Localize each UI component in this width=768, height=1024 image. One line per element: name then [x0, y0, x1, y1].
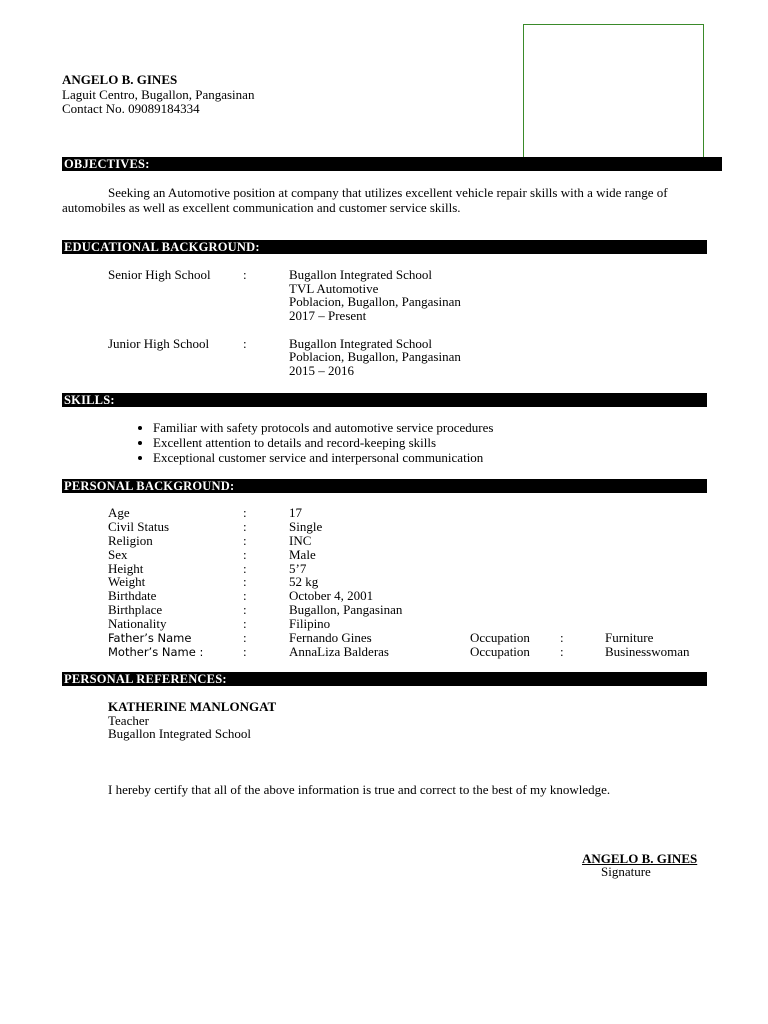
photo-box: [523, 24, 704, 169]
personal-label: Height: [108, 561, 144, 576]
personal-value: 52 kg: [289, 574, 319, 589]
personal-value: INC: [289, 533, 312, 548]
applicant-contact: Contact No. 09089184334: [62, 101, 200, 116]
personal-value: Single: [289, 519, 323, 534]
skill-item: • Excellent attention to details and record-keeping skills: [153, 435, 493, 450]
certification-statement: I hereby certify that all of the above information is true and correct to the best of my knowledge.: [108, 782, 611, 797]
occupation-colon: :: [560, 630, 564, 645]
skill-item: • Familiar with safety protocols and automotive service procedures: [153, 420, 493, 435]
objective-line-1: Seeking an Automotive position at company that utilizes excellent vehicle repair skills with a wide range of: [108, 185, 668, 200]
personal-label: Father’s Name: [108, 631, 192, 645]
personal-label: Civil Status: [108, 519, 170, 534]
signature-name: ANGELO B. GINES: [582, 851, 698, 866]
education-colon: :: [243, 336, 247, 351]
personal-value: 17: [289, 505, 302, 520]
personal-value: AnnaLiza Balderas: [289, 644, 389, 659]
education-detail: 2015 – 2016: [289, 363, 354, 378]
personal-colon: :: [243, 602, 247, 617]
occupation-value: Furniture: [605, 630, 654, 645]
personal-value: Filipino: [289, 616, 331, 631]
personal-value: Fernando Gines: [289, 630, 372, 645]
personal-colon: :: [243, 519, 247, 534]
personal-value: Bugallon, Pangasinan: [289, 602, 403, 617]
reference-school: Bugallon Integrated School: [108, 726, 251, 741]
education-detail: Bugallon Integrated School: [289, 336, 432, 351]
signature-label: Signature: [601, 864, 651, 879]
section-skills: SKILLS:: [62, 393, 707, 407]
occupation-colon: :: [560, 644, 564, 659]
applicant-address: Laguit Centro, Bugallon, Pangasinan: [62, 87, 255, 102]
personal-label: Nationality: [108, 616, 167, 631]
personal-colon: :: [243, 561, 247, 576]
occupation-value: Businesswoman: [605, 644, 690, 659]
skill-item: • Exceptional customer service and interpersonal communication: [153, 450, 493, 465]
education-level: Senior High School: [108, 267, 211, 282]
personal-value: October 4, 2001: [289, 588, 374, 603]
reference-name: KATHERINE MANLONGAT: [108, 699, 277, 714]
personal-colon: :: [243, 644, 247, 659]
personal-colon: :: [243, 533, 247, 548]
objective-text: [62, 185, 707, 215]
personal-label: Weight: [108, 574, 146, 589]
personal-label: Mother’s Name :: [108, 645, 204, 659]
personal-label: Birthdate: [108, 588, 157, 603]
reference-position: Teacher: [108, 713, 149, 728]
personal-label: Religion: [108, 533, 153, 548]
education-colon: :: [243, 267, 247, 282]
section-references: PERSONAL REFERENCES:: [62, 672, 707, 686]
section-education: EDUCATIONAL BACKGROUND:: [62, 240, 707, 254]
personal-colon: :: [243, 547, 247, 562]
personal-colon: :: [243, 630, 247, 645]
occupation-label: Occupation: [470, 630, 530, 645]
personal-label: Sex: [108, 547, 128, 562]
personal-colon: :: [243, 588, 247, 603]
occupation-label: Occupation: [470, 644, 530, 659]
section-objectives: OBJECTIVES:: [62, 157, 722, 171]
skills-list: [108, 420, 493, 465]
personal-colon: :: [243, 505, 247, 520]
section-personal: PERSONAL BACKGROUND:: [62, 479, 707, 493]
personal-colon: :: [243, 574, 247, 589]
personal-value: Male: [289, 547, 316, 562]
objective-line-2: automobiles as well as excellent communication and customer service skills.: [62, 200, 461, 215]
education-detail: Poblacion, Bugallon, Pangasinan: [289, 294, 461, 309]
education-level: Junior High School: [108, 336, 210, 351]
applicant-name: ANGELO B. GINES: [62, 72, 178, 87]
personal-value: 5’7: [289, 561, 307, 576]
education-detail: TVL Automotive: [289, 281, 379, 296]
education-detail: Poblacion, Bugallon, Pangasinan: [289, 349, 461, 364]
education-detail: 2017 – Present: [289, 308, 367, 323]
personal-label: Age: [108, 505, 130, 520]
personal-label: Birthplace: [108, 602, 163, 617]
personal-colon: :: [243, 616, 247, 631]
education-detail: Bugallon Integrated School: [289, 267, 432, 282]
